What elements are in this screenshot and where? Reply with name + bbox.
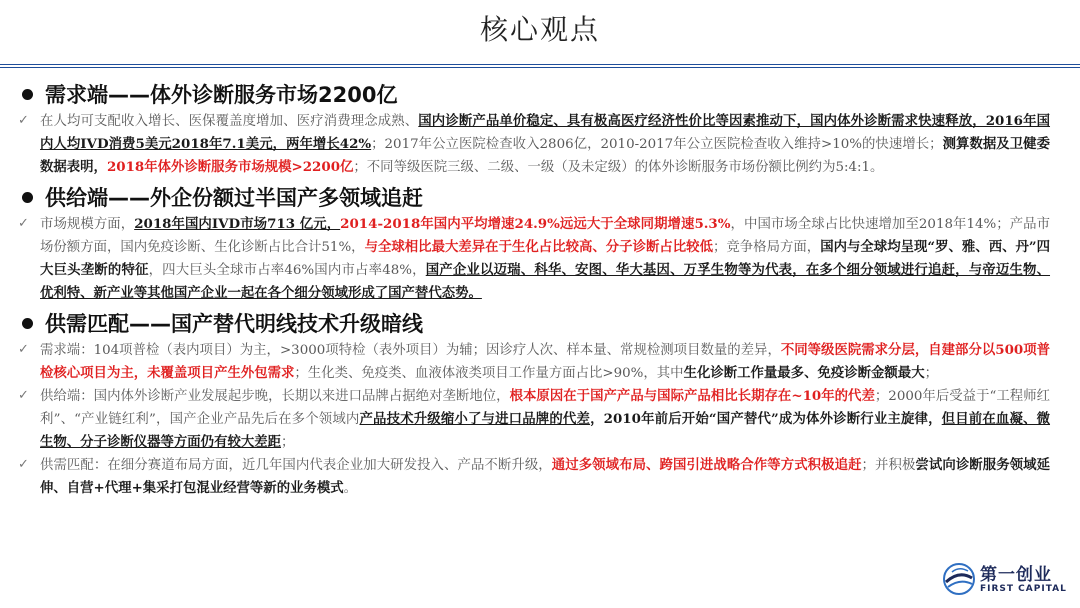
bullet-dot-icon <box>22 318 33 329</box>
text-run: ，四大巨头全球市占率46%国内市占率48%， <box>148 263 426 278</box>
section-header <box>18 181 1064 213</box>
text-run: 在人均可支配收入增长、医保覆盖度增加、医疗消费理念成熟、 <box>40 114 419 129</box>
logo-cn-text: 第一创业 <box>980 565 1052 585</box>
content-area <box>18 78 1064 502</box>
title-divider-bottom <box>0 67 1080 68</box>
paragraph <box>40 454 1050 500</box>
text-run-bold: 2018年国内IVD市场713 亿元， <box>134 216 341 232</box>
text-run-bold: 生化诊断工作量最多、免疫诊断金额最大 <box>683 365 925 381</box>
checkmark-icon: ✓ <box>18 457 29 472</box>
section-header <box>18 307 1064 339</box>
text-run-highlight: 根本原因在于国产产品与国际产品相比长期存在~10年的代差 <box>509 388 875 404</box>
logo-en-text: FIRST CAPITAL <box>980 584 1067 594</box>
text-run: ； <box>281 435 295 450</box>
text-run: 。 <box>343 481 358 496</box>
text-run: ；生化类、免疫类、血液体液类项目工作量方面占比>90%，其中 <box>294 366 684 381</box>
text-run-bold: 国内诊断产品单价稳定、具有极高医疗经济性价比等因素推动下，国内体外诊断需求快速释放，2016年国内人均IVD消费5美元2018年7.1美元，两年增长42% <box>40 113 1051 152</box>
section-title: 需求端——体外诊断服务市场2200亿 <box>45 83 398 107</box>
bullet-dot-icon <box>22 89 33 100</box>
section-match <box>18 307 1064 500</box>
text-run: ；2017年公立医院检查收入2806亿，2010-2017年公立医院检查收入维持>10%的快速增长； <box>371 137 943 152</box>
text-run: ；2000年后受益于“工程师红利”、“产业链红利”，国产企业产品先后在多个领域内 <box>40 389 1050 427</box>
text-run: 需求端：104项普检（表内项目）为主，>3000项特检（表外项目）为辅；因诊疗人次、样本量、常规检测项目数量的差异， <box>40 343 781 358</box>
list-item <box>18 385 1064 454</box>
text-run-bold: 国内与全球均呈现“罗、雅、西、丹”四大巨头垄断的特征 <box>40 239 1051 278</box>
title-divider-top <box>0 64 1080 65</box>
text-run-highlight: 2014-2018年国内平均增速24.9%远远大于全球同期增速5.3% <box>340 216 731 232</box>
checkmark-icon: ✓ <box>18 388 29 403</box>
text-run: 供给端：国内体外诊断产业发展起步晚，长期以来进口品牌占据绝对垄断地位， <box>40 389 510 404</box>
text-run: ； <box>924 366 938 381</box>
text-run-highlight: 不同等级医院需求分层，自建部分以500项普检核心项目为主，未覆盖项目产生外包需求 <box>40 342 1051 381</box>
section-demand <box>18 78 1064 179</box>
list-item <box>18 454 1064 500</box>
checkmark-icon: ✓ <box>18 342 29 357</box>
text-run-highlight: 2018年体外诊断服务市场规模>2200亿 <box>106 159 354 175</box>
text-run: ，中国市场全球占比快速增加至2018年14%；产品市场份额方面，国内免疫诊断、生化诊断占比合计51%， <box>40 217 1051 255</box>
paragraph <box>40 339 1050 385</box>
text-run-highlight: 通过多领域布局、跨国引进战略合作等方式积极追赶 <box>551 457 862 473</box>
list-item <box>18 339 1064 385</box>
text-run: 市场规模方面， <box>40 217 135 232</box>
text-run: ；不同等级医院三级、二级、一级（及未定级）的体外诊断服务市场份额比例约为5:4:1。 <box>353 160 884 175</box>
globe-logo-icon <box>942 562 976 596</box>
paragraph <box>40 110 1050 179</box>
text-run-bold: 尝试向诊断服务领域延伸、自营+代理+集采打包混业经营等新的业务模式 <box>40 457 1051 496</box>
list-item <box>18 213 1064 305</box>
company-logo <box>942 558 1070 602</box>
text-run-bold: 但目前在血凝、微生物、分子诊断仪器等方面仍有较大差距 <box>40 411 1051 450</box>
text-run: 供需匹配：在细分赛道布局方面，近几年国内代表企业加大研发投入、产品不断升级， <box>40 458 552 473</box>
text-run-bold: ，2010年前后开始“国产替代”成为体外诊断行业主旋律， <box>590 411 942 427</box>
checkmark-icon: ✓ <box>18 113 29 128</box>
bullet-dot-icon <box>22 192 33 203</box>
section-title: 供需匹配——国产替代明线技术升级暗线 <box>45 312 423 336</box>
list-item <box>18 110 1064 179</box>
text-run-bold: 国产企业以迈瑞、科华、安图、华大基因、万孚生物等为代表，在多个细分领域进行追赶，与帝迈生物、优利特、新产业等其他国产企业一起在各个细分领域形成了国产替代态势。 <box>40 262 1051 301</box>
checkmark-icon: ✓ <box>18 216 29 231</box>
text-run: ；竞争格局方面， <box>712 240 821 255</box>
text-run-bold: 产品技术升级缩小了与进口品牌的代差 <box>359 411 591 427</box>
page-title: 核心观点 <box>479 13 600 46</box>
section-title: 供给端——外企份额过半国产多领域追赶 <box>45 186 423 210</box>
text-run-highlight: 与全球相比最大差异在于生化占比较高、分子诊断占比较低 <box>364 239 713 255</box>
paragraph <box>40 213 1050 305</box>
section-supply <box>18 181 1064 305</box>
section-header <box>18 78 1064 110</box>
paragraph <box>40 385 1050 454</box>
text-run: ；并积极 <box>861 458 916 473</box>
text-run-bold: 测算数据及卫健委数据表明， <box>40 136 1050 175</box>
